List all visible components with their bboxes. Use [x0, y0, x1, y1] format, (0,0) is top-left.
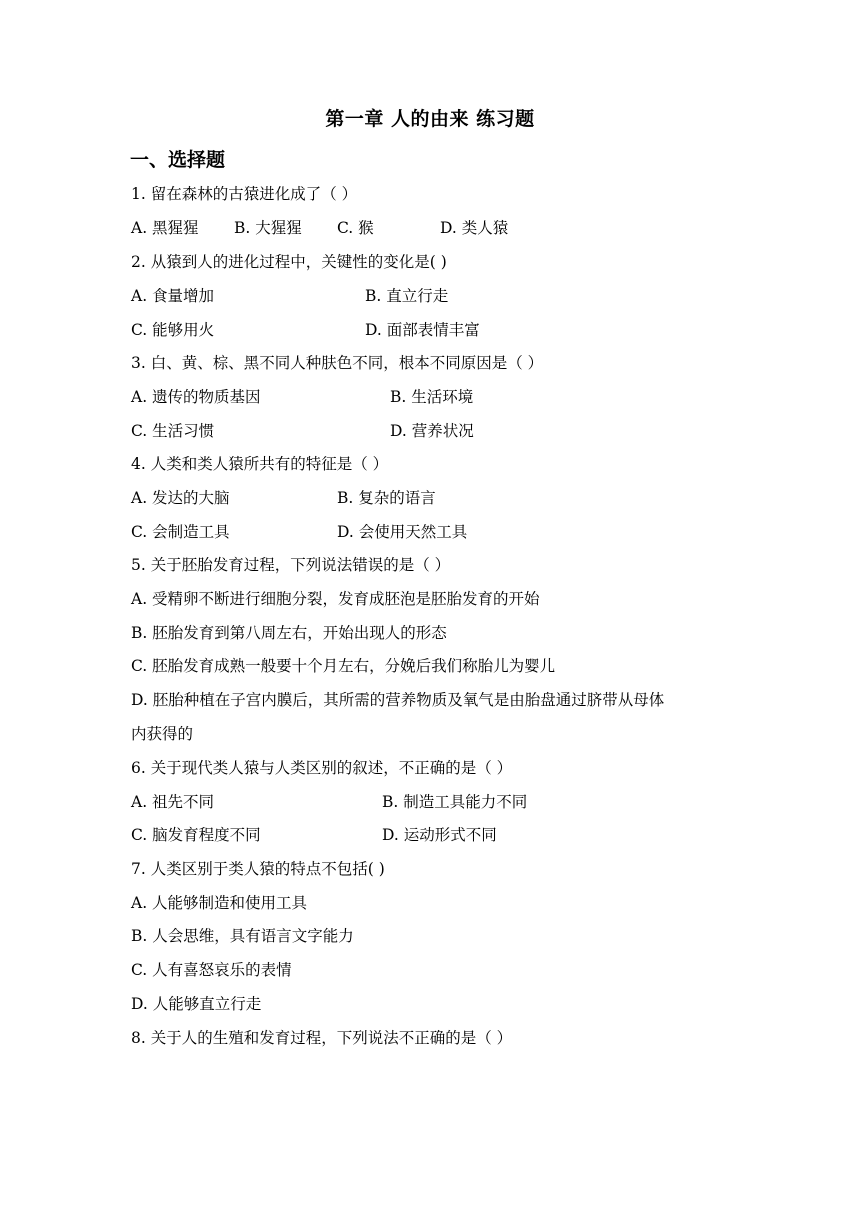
- question-7-stem: 7. 人类区别于类人猿的特点不包括( ): [131, 860, 385, 878]
- question-1-stem: 1. 留在森林的古猿进化成了（ ）: [131, 185, 358, 203]
- question-3-stem: 3. 白、黄、棕、黑不同人种肤色不同，根本不同原因是（ ）: [131, 354, 544, 372]
- question-4-option-b: B. 复杂的语言: [337, 489, 436, 507]
- question-7-option-c: C. 人有喜怒哀乐的表情: [131, 961, 292, 979]
- question-4-option-a: A. 发达的大脑: [131, 489, 230, 507]
- question-3-option-a: A. 遗传的物质基因: [131, 388, 261, 406]
- question-5-option-a: A. 受精卵不断进行细胞分裂，发育成胚泡是胚胎发育的开始: [131, 590, 540, 608]
- question-5-option-d-continued: 内获得的: [131, 725, 194, 743]
- question-2-option-d: D. 面部表情丰富: [365, 321, 480, 339]
- page-title: 第一章 人的由来 练习题: [325, 108, 535, 130]
- question-7-option-b: B. 人会思维，具有语言文字能力: [131, 927, 354, 945]
- question-7-option-a: A. 人能够制造和使用工具: [131, 894, 308, 912]
- question-6-option-c: C. 脑发育程度不同: [131, 826, 261, 844]
- question-3-option-c: C. 生活习惯: [131, 422, 215, 440]
- question-6-option-d: D. 运动形式不同: [382, 826, 497, 844]
- question-2-option-b: B. 直立行走: [365, 287, 449, 305]
- question-5-stem: 5. 关于胚胎发育过程，下列说法错误的是（ ）: [131, 556, 451, 574]
- question-1-option-c: C. 猴: [337, 219, 374, 237]
- question-7-option-d: D. 人能够直立行走: [131, 995, 262, 1013]
- question-6-option-b: B. 制造工具能力不同: [382, 793, 528, 811]
- question-5-option-d: D. 胚胎种植在子宫内膜后，其所需的营养物质及氧气是由胎盘通过脐带从母体: [131, 691, 665, 709]
- section-heading: 一、选择题: [130, 149, 226, 171]
- question-3-option-d: D. 营养状况: [390, 422, 474, 440]
- question-1-option-a: A. 黑猩猩: [131, 219, 199, 237]
- question-3-option-b: B. 生活环境: [390, 388, 474, 406]
- question-4-option-d: D. 会使用天然工具: [337, 523, 468, 541]
- question-4-option-c: C. 会制造工具: [131, 523, 230, 541]
- question-2-option-c: C. 能够用火: [131, 321, 215, 339]
- question-6-option-a: A. 祖先不同: [131, 793, 215, 811]
- question-2-stem: 2. 从猿到人的进化过程中，关键性的变化是( ): [131, 253, 447, 271]
- question-6-stem: 6. 关于现代类人猿与人类区别的叙述，不正确的是（ ）: [131, 759, 513, 777]
- question-4-stem: 4. 人类和类人猿所共有的特征是（ ）: [131, 455, 389, 473]
- question-5-option-b: B. 胚胎发育到第八周左右，开始出现人的形态: [131, 624, 447, 642]
- question-1-option-d: D. 类人猿: [440, 219, 509, 237]
- question-8-stem: 8. 关于人的生殖和发育过程，下列说法不正确的是（ ）: [131, 1029, 513, 1047]
- question-2-option-a: A. 食量增加: [131, 287, 215, 305]
- question-1-option-b: B. 大猩猩: [234, 219, 302, 237]
- question-5-option-c: C. 胚胎发育成熟一般要十个月左右，分娩后我们称胎儿为婴儿: [131, 657, 556, 675]
